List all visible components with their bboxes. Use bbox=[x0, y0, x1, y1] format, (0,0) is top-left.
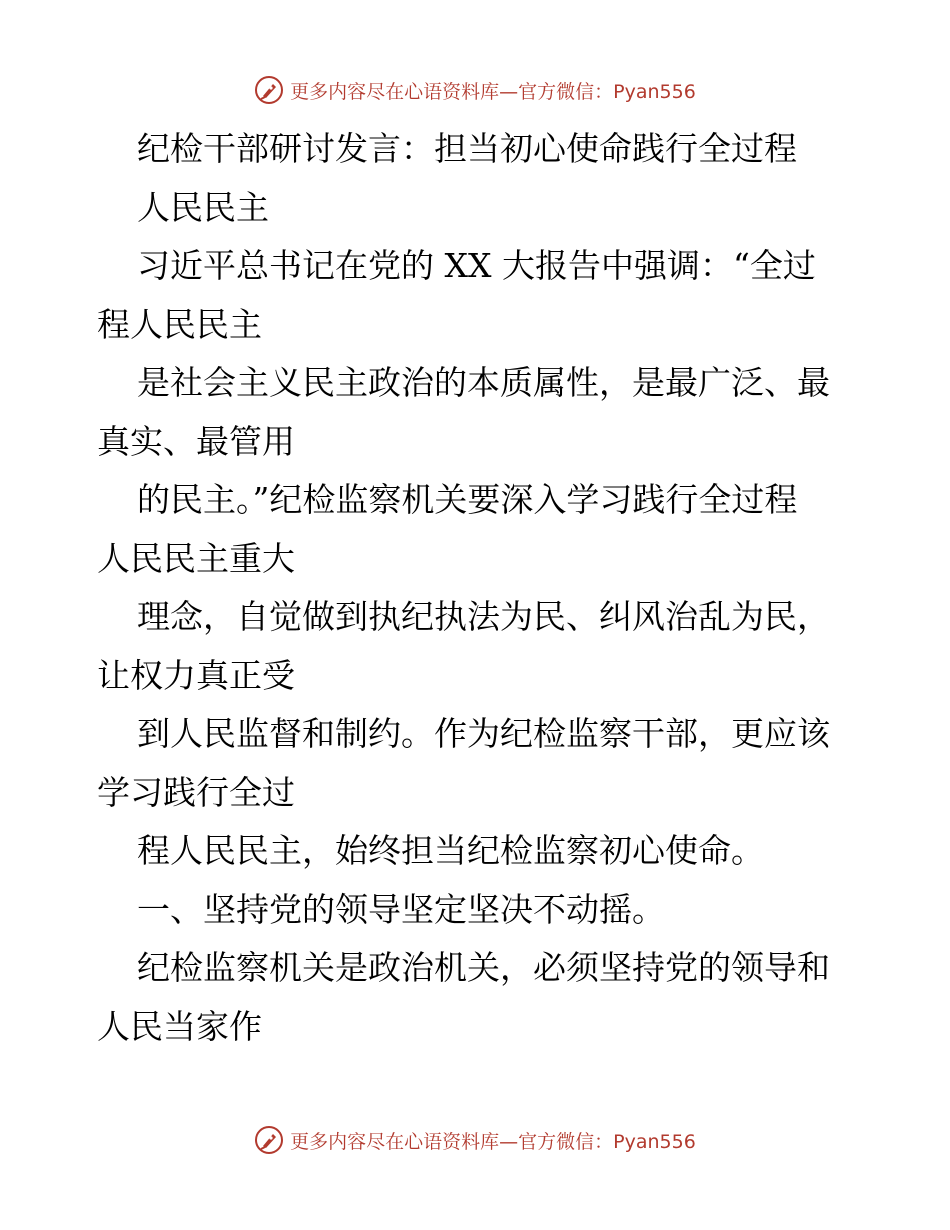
paragraph-line: 让权力真正受 bbox=[97, 655, 295, 695]
header-banner-text: 更多内容尽在心语资料库—官方微信：Pyan556 bbox=[290, 80, 696, 103]
paragraph-line: 理念，自觉做到执纪执法为民、纠风治乱为民， bbox=[137, 597, 830, 636]
document-title-line: 纪检干部研讨发言：担当初心使命践行全过程 bbox=[137, 129, 797, 168]
paragraph-line: 人民民主重大 bbox=[97, 538, 295, 578]
paragraph-line: 习近平总书记在党的 XX 大报告中强调：“全过 bbox=[137, 246, 816, 285]
header-banner bbox=[0, 70, 950, 110]
document-title-line: 人民民主 bbox=[137, 187, 269, 227]
section-heading: 一、坚持党的领导坚定坚决不动摇。 bbox=[137, 889, 665, 929]
paragraph-line: 纪检监察机关是政治机关，必须坚持党的领导和 bbox=[137, 948, 830, 987]
pen-nib-logo-icon bbox=[254, 75, 284, 105]
footer-banner bbox=[0, 1120, 950, 1160]
paragraph-line: 程人民民主 bbox=[97, 304, 262, 344]
paragraph-line: 人民当家作 bbox=[97, 1006, 262, 1046]
paragraph-line: 真实、最管用 bbox=[97, 421, 295, 461]
paragraph-line: 到人民监督和制约。作为纪检监察干部，更应该 bbox=[137, 714, 830, 753]
pen-nib-logo-icon bbox=[254, 1125, 284, 1155]
paragraph-line: 是社会主义民主政治的本质属性，是最广泛、最 bbox=[137, 363, 830, 402]
paragraph-line: 程人民民主，始终担当纪检监察初心使命。 bbox=[137, 831, 764, 870]
document-body bbox=[97, 120, 857, 1056]
footer-banner-text: 更多内容尽在心语资料库—官方微信：Pyan556 bbox=[290, 1130, 696, 1153]
paragraph-line: 学习践行全过 bbox=[97, 772, 295, 812]
paragraph-line: 的民主。”纪检监察机关要深入学习践行全过程 bbox=[137, 480, 798, 519]
